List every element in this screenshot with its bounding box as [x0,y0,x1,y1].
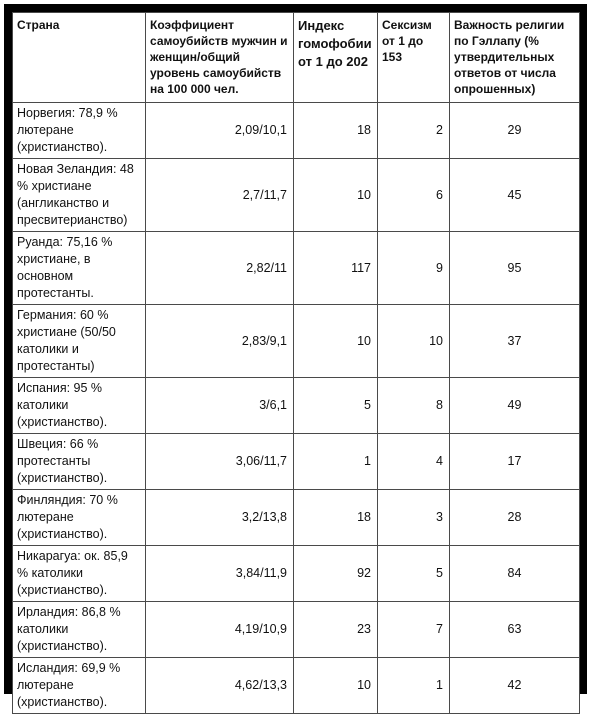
header-sexism: Сексизм от 1 до 153 [378,13,450,103]
table-row [13,103,580,159]
religion-importance-cell: 28 [450,490,580,546]
country-cell: Финляндия: 70 % лютеране (христианство). [13,490,146,546]
suicide-rate-cell: 4,19/10,9 [146,602,294,658]
suicide-rate-cell: 2,7/11,7 [146,159,294,232]
header-row [13,13,580,103]
homophobia-index-cell: 18 [294,490,378,546]
country-cell: Руанда: 75,16 % христиане, в основном протестанты. [13,232,146,305]
religion-importance-cell: 49 [450,378,580,434]
homophobia-index-cell: 10 [294,305,378,378]
table-row [13,658,580,714]
header-homophobia-index: Индекс гомофобии от 1 до 202 [294,13,378,103]
country-cell: Норвегия: 78,9 % лютеране (христианство). [13,103,146,159]
sexism-cell: 10 [378,305,450,378]
table-row [13,159,580,232]
suicide-rate-cell: 3,84/11,9 [146,546,294,602]
header-country: Страна [13,13,146,103]
suicide-rate-cell: 2,09/10,1 [146,103,294,159]
header-suicide-rate: Коэффициент самоубийств мужчин и женщин/общий уровень самоубийств на 100 000 чел. [146,13,294,103]
religion-importance-cell: 45 [450,159,580,232]
table-row [13,305,580,378]
sexism-cell: 2 [378,103,450,159]
table-row [13,546,580,602]
header-religion-importance: Важность религии по Гэллапу (% утвердительных ответов от числа опрошенных) [450,13,580,103]
suicide-rate-cell: 3/6,1 [146,378,294,434]
country-cell: Новая Зеландия: 48 % христиане (англиканство и пресвитерианство) [13,159,146,232]
table-row [13,232,580,305]
sexism-cell: 3 [378,490,450,546]
country-cell: Исландия: 69,9 % лютеране (христианство). [13,658,146,714]
table-row [13,378,580,434]
suicide-rate-cell: 4,62/13,3 [146,658,294,714]
religion-importance-cell: 42 [450,658,580,714]
homophobia-index-cell: 5 [294,378,378,434]
homophobia-index-cell: 117 [294,232,378,305]
table-body [13,103,580,714]
country-cell: Швеция: 66 % протестанты (христианство). [13,434,146,490]
suicide-rate-cell: 2,82/11 [146,232,294,305]
homophobia-index-cell: 10 [294,159,378,232]
religion-importance-cell: 63 [450,602,580,658]
religion-importance-cell: 84 [450,546,580,602]
table-row [13,434,580,490]
sexism-cell: 5 [378,546,450,602]
religion-importance-cell: 37 [450,305,580,378]
suicide-rate-cell: 3,2/13,8 [146,490,294,546]
suicide-rate-cell: 2,83/9,1 [146,305,294,378]
homophobia-index-cell: 92 [294,546,378,602]
country-cell: Ирландия: 86,8 % католики (христианство). [13,602,146,658]
religion-importance-cell: 29 [450,103,580,159]
sexism-cell: 9 [378,232,450,305]
table-row [13,602,580,658]
homophobia-index-cell: 10 [294,658,378,714]
table-row [13,490,580,546]
country-cell: Германия: 60 % христиане (50/50 католики и протестанты) [13,305,146,378]
country-cell: Никарагуа: ок. 85,9 % католики (христианство). [13,546,146,602]
homophobia-index-cell: 23 [294,602,378,658]
data-table [12,12,580,714]
homophobia-index-cell: 18 [294,103,378,159]
religion-importance-cell: 95 [450,232,580,305]
country-cell: Испания: 95 % католики (христианство). [13,378,146,434]
table-frame [4,4,587,709]
suicide-rate-cell: 3,06/11,7 [146,434,294,490]
sexism-cell: 8 [378,378,450,434]
sexism-cell: 6 [378,159,450,232]
sexism-cell: 1 [378,658,450,714]
sexism-cell: 7 [378,602,450,658]
sexism-cell: 4 [378,434,450,490]
religion-importance-cell: 17 [450,434,580,490]
homophobia-index-cell: 1 [294,434,378,490]
